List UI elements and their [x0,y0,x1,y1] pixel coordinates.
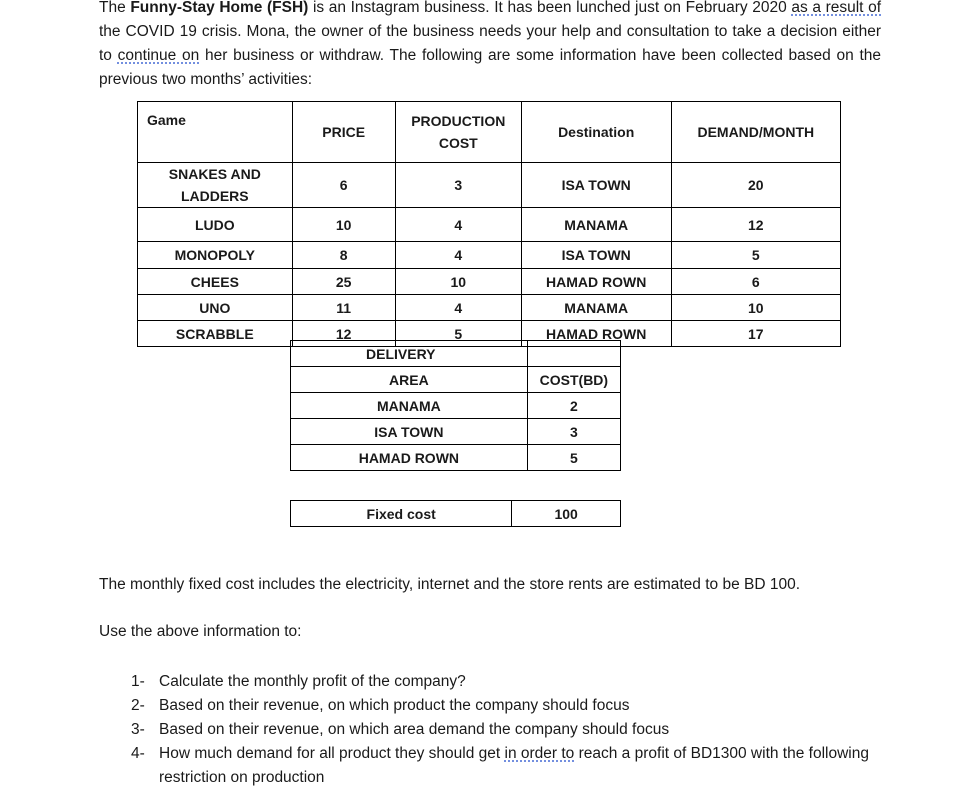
cell-demand: 17 [671,321,840,347]
table-row [138,208,841,242]
list-item: 1- Calculate the monthly profit of the company? [131,673,466,690]
table-row [138,295,841,321]
cell-destination: MANAMA [521,295,671,321]
cell-price: 8 [292,242,395,269]
table-row [291,445,621,471]
cell-demand: 5 [671,242,840,269]
cell-game: UNO [138,295,293,321]
spell-flag: as a result of [791,0,882,16]
cell-price: 12 [292,321,395,347]
intro-paragraph: The Funny-Stay Home (FSH) is an Instagram business. It has been lunched just on February 2020 as a result of the COVID 19 crisis. Mona, the owner of the business needs your help and consultation to take a decision either to continue on her business or withdraw. The following are some information have been collected based on the previous two months’ activities: [99,0,882,88]
table-row [138,269,841,295]
fixed-cost-table [290,500,621,527]
cell-demand: 12 [671,208,840,242]
cell-destination: MANAMA [521,208,671,242]
cell-game: SCRABBLE [138,321,293,347]
fixed-cost-label: Fixed cost [291,501,512,527]
header-cost-bd: COST(BD) [527,367,620,393]
cell-price: 10 [292,208,395,242]
cell-destination: HAMAD ROWN [521,321,671,347]
header-area: AREA [291,367,528,393]
cell-cost: 4 [395,208,521,242]
cell-destination: HAMAD ROWN [521,269,671,295]
cell-cost: 5 [527,445,620,471]
cell-area: HAMAD ROWN [291,445,528,471]
cell-demand: 20 [671,163,840,208]
games-header-row [138,102,841,163]
cell-game: MONOPOLY [138,242,293,269]
table-row [138,163,841,208]
header-game: Game [138,102,293,163]
use-info-text: Use the above information to: [99,623,302,640]
cell-price: 6 [292,163,395,208]
cell-destination: ISA TOWN [521,163,671,208]
cell-cost: 3 [395,163,521,208]
cell-cost: 10 [395,269,521,295]
cell-game: CHEES [138,269,293,295]
games-table [137,101,841,347]
header-price: PRICE [292,102,395,163]
question-list [131,670,876,790]
delivery-header-row-2 [291,367,621,393]
delivery-header-row-1 [291,341,621,367]
table-row [291,419,621,445]
cell-cost: 3 [527,419,620,445]
cell-demand: 6 [671,269,840,295]
cell-destination: ISA TOWN [521,242,671,269]
table-row [138,242,841,269]
fixed-cost-value: 100 [512,501,621,527]
cell-area: MANAMA [291,393,528,419]
cell-price: 25 [292,269,395,295]
spell-flag: in order to [504,745,575,762]
delivery-table [290,340,621,471]
cell-game: SNAKES AND LADDERS [138,163,293,208]
cell-cost: 4 [395,242,521,269]
header-destination: Destination [521,102,671,163]
list-item: 2- Based on their revenue, on which product the company should focus [131,697,630,714]
header-delivery: DELIVERY [291,341,528,367]
cell-game: LUDO [138,208,293,242]
business-name: Funny-Stay Home (FSH) [130,0,309,16]
cell-demand: 10 [671,295,840,321]
cell-price: 11 [292,295,395,321]
spell-flag: continue on [117,47,200,64]
list-item: 4- How much demand for all product they should get in order to reach a profit of BD1300 with the following restriction on production [131,745,869,786]
cell-cost: 5 [395,321,521,347]
header-production-cost: PRODUCTION COST [395,102,521,163]
fixed-cost-note: The monthly fixed cost includes the electricity, internet and the store rents are estimated to be BD 100. [99,576,801,593]
cell-cost: 2 [527,393,620,419]
cell-area: ISA TOWN [291,419,528,445]
table-row [291,501,621,527]
header-demand: DEMAND/MONTH [671,102,840,163]
list-item: 3- Based on their revenue, on which area demand the company should focus [131,721,670,738]
cell-cost: 4 [395,295,521,321]
table-row [291,393,621,419]
